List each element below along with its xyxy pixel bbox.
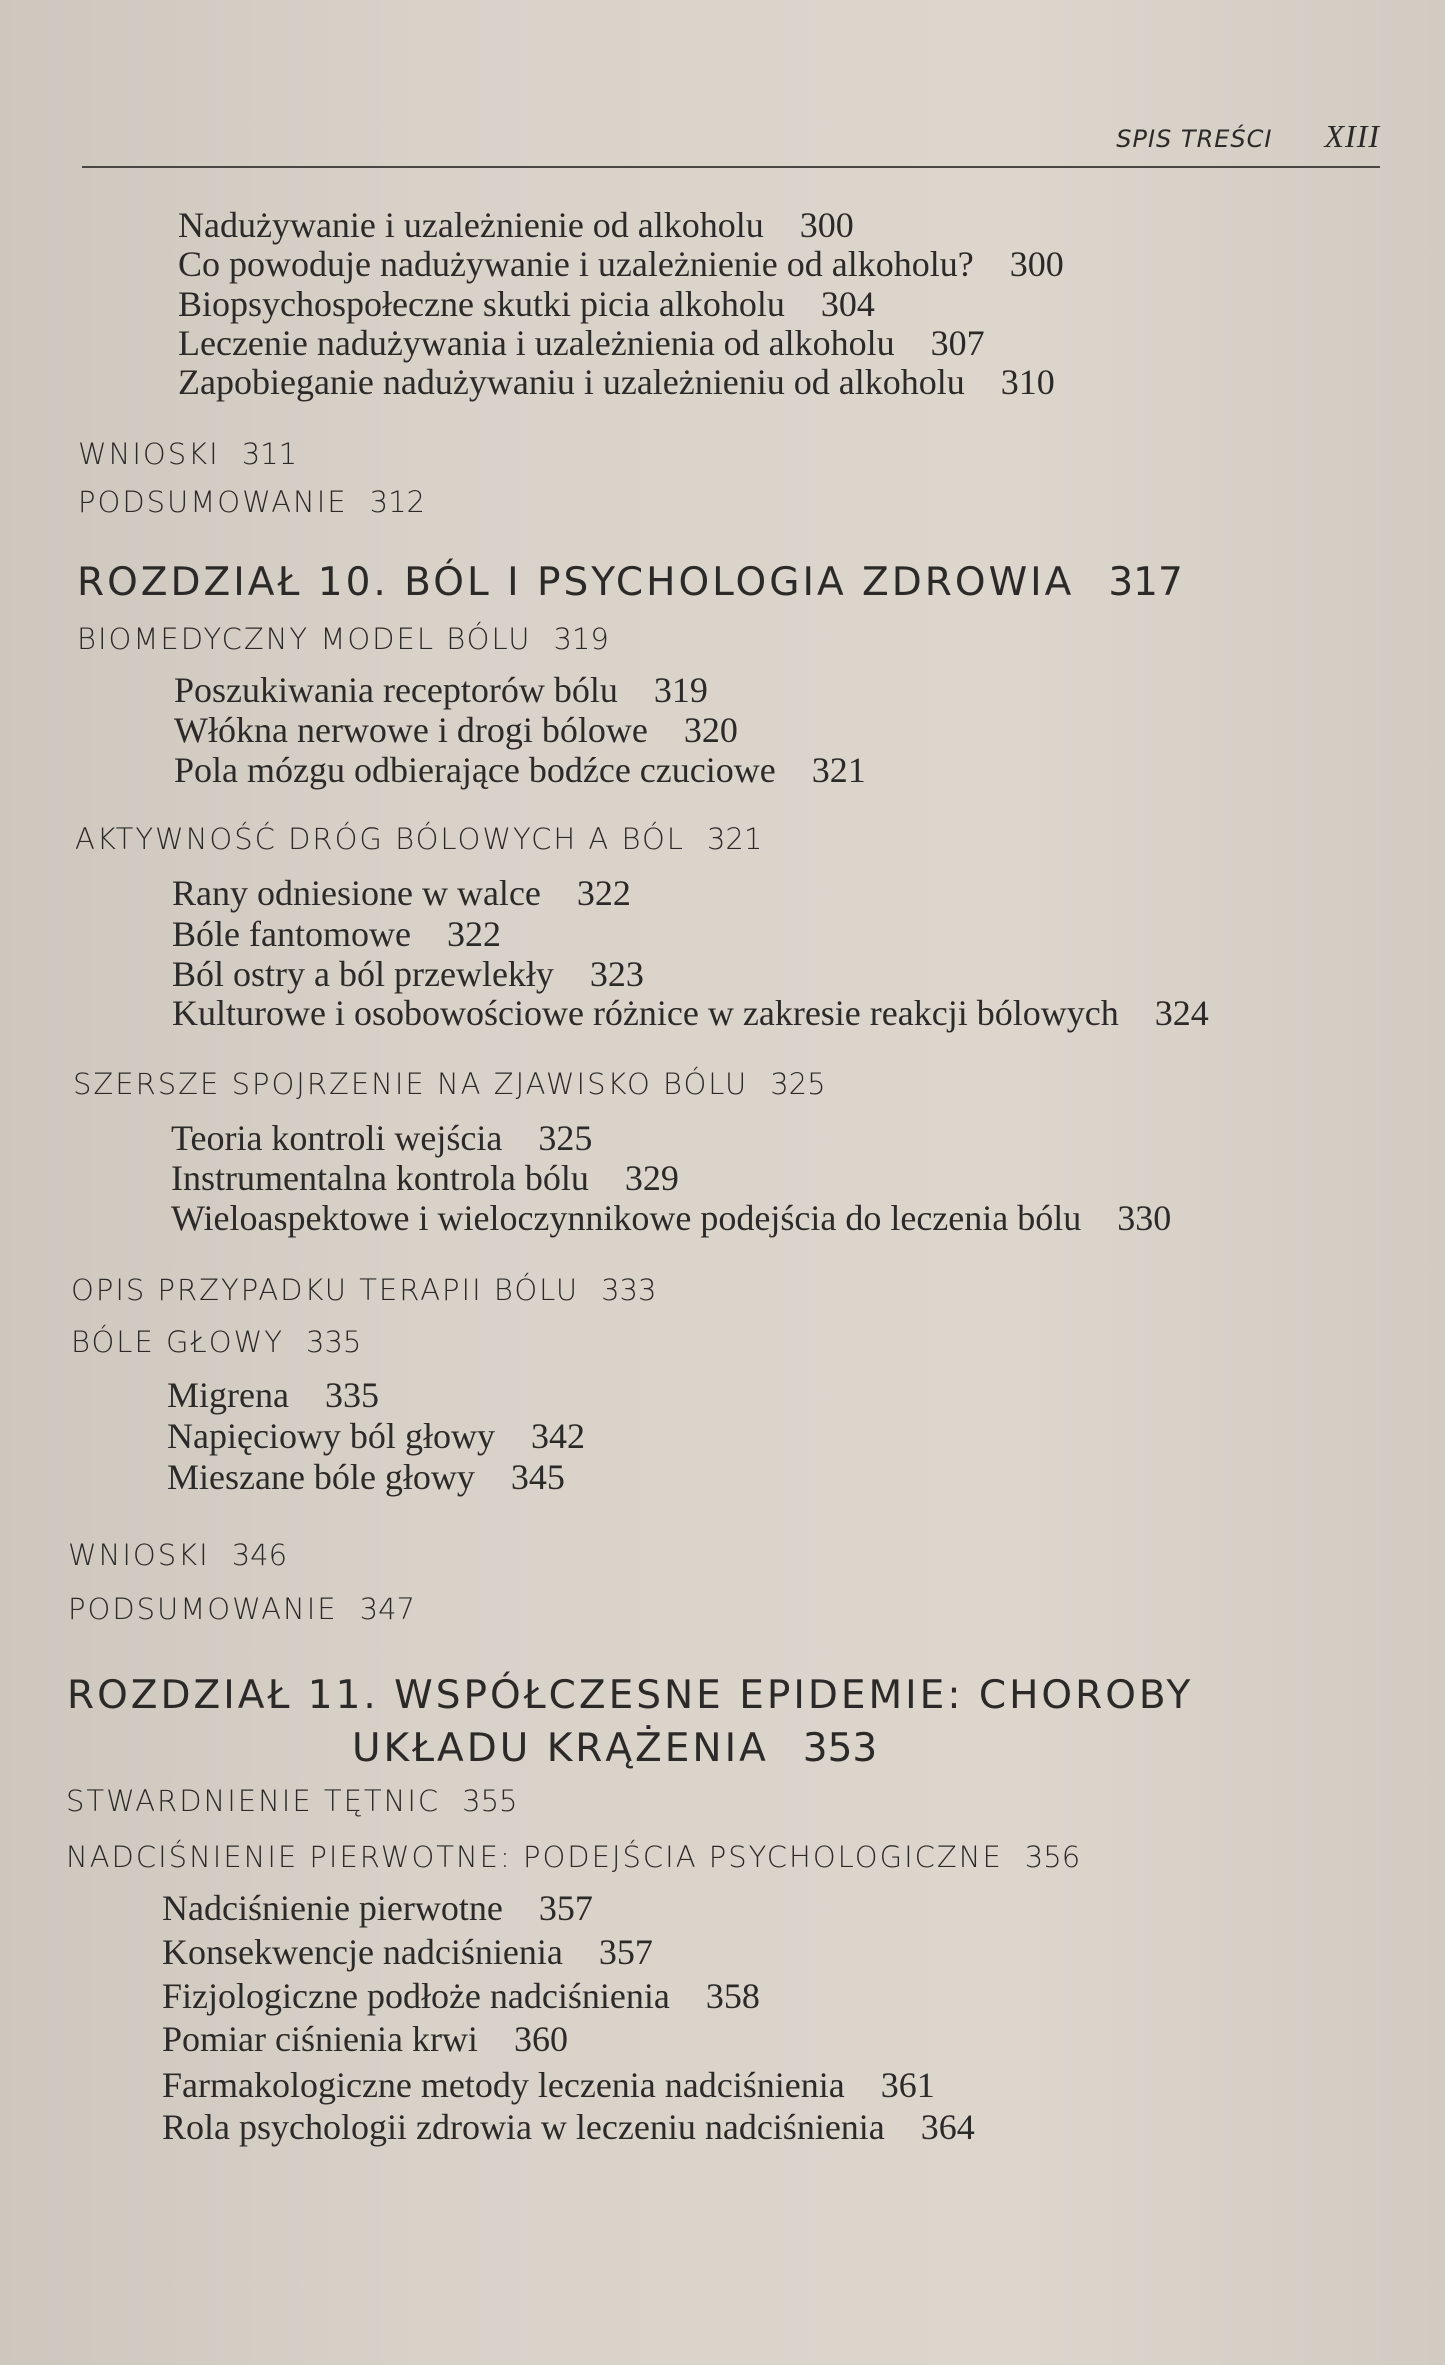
toc-entry: [178, 361, 1055, 403]
toc-entry: [171, 1117, 592, 1159]
toc-entry-title: Teoria kontroli wejścia: [171, 1118, 503, 1158]
toc-entry: [162, 1931, 653, 1973]
toc-chapter: [67, 1673, 1193, 1718]
toc-section-page: 311: [241, 437, 298, 471]
toc-entry-page: 310: [1000, 362, 1055, 402]
toc-entry: [171, 1197, 1171, 1239]
toc-entry: [162, 2106, 975, 2148]
toc-entry-page: 358: [705, 1976, 760, 2016]
toc-entry-title: Nadciśnienie pierwotne: [162, 1888, 503, 1928]
toc-entry-title: Biopsychospołeczne skutki picia alkoholu: [178, 284, 785, 324]
toc-section-title: WNIOSKI: [68, 1538, 210, 1572]
toc-section-page: 355: [462, 1784, 518, 1818]
toc-entry-title: Bóle fantomowe: [172, 914, 411, 954]
toc-entry: [172, 992, 1209, 1034]
toc-section-page: 335: [306, 1325, 362, 1359]
toc-section: [75, 822, 762, 856]
toc-section-page: 321: [706, 822, 763, 856]
toc-section-page: 346: [231, 1538, 288, 1572]
toc-entry-title: Migrena: [167, 1375, 289, 1415]
toc-entry-page: 345: [510, 1457, 565, 1497]
toc-entry-title: Rany odniesione w walce: [172, 873, 541, 913]
toc-section-title: AKTYWNOŚĆ DRÓG BÓLOWYCH A BÓL: [75, 822, 685, 856]
toc-entry-title: Wieloaspektowe i wieloczynnikowe podejścia do leczenia bólu: [171, 1198, 1082, 1238]
toc-section-title: STWARDNIENIE TĘTNIC: [66, 1784, 441, 1818]
toc-entry-page: 322: [576, 873, 631, 913]
toc-entry-page: 357: [598, 1932, 653, 1972]
toc-entry-title: Rola psychologii zdrowia w leczeniu nadciśnienia: [162, 2107, 885, 2147]
toc-entry-title: Instrumentalna kontrola bólu: [171, 1158, 589, 1198]
toc-entry: [172, 913, 501, 955]
toc-section-title: PODSUMOWANIE: [78, 485, 348, 519]
toc-chapter-title: ROZDZIAŁ 11. WSPÓŁCZESNE EPIDEMIE: CHOROBY: [67, 1673, 1194, 1718]
header-rule: [82, 166, 1380, 168]
toc-chapter-page: 353: [802, 1726, 878, 1771]
toc-entry-title: Farmakologiczne metody leczenia nadciśnienia: [162, 2065, 845, 2105]
toc-entry-title: Poszukiwania receptorów bólu: [174, 670, 618, 710]
toc-entry-page: 320: [683, 710, 738, 750]
toc-entry: [171, 1157, 679, 1199]
running-head: [1116, 118, 1380, 155]
toc-entry-page: 307: [930, 323, 985, 363]
toc-section: [66, 1784, 518, 1818]
toc-entry-page: 360: [513, 2019, 568, 2059]
toc-section: [68, 1592, 415, 1626]
toc-section: [71, 1325, 361, 1359]
toc-entry-title: Leczenie nadużywania i uzależnienia od alkoholu: [178, 323, 895, 363]
toc-entry-page: 364: [920, 2107, 975, 2147]
toc-section-page: 325: [770, 1067, 826, 1101]
toc-entry-page: 342: [530, 1416, 585, 1456]
toc-section-title: WNIOSKI: [78, 437, 220, 471]
toc-entry: [167, 1374, 379, 1416]
toc-entry: [174, 749, 866, 791]
toc-entry: [174, 669, 708, 711]
toc-entry-title: Zapobieganie nadużywaniu i uzależnieniu od alkoholu: [178, 362, 965, 402]
toc-section-page: 356: [1024, 1840, 1081, 1874]
running-head-title: SPIS TREŚCI: [1116, 125, 1273, 153]
toc-section: [78, 485, 425, 519]
toc-entry-title: Pomiar ciśnienia krwi: [162, 2019, 478, 2059]
toc-section: [73, 1067, 826, 1101]
toc-section-title: SZERSZE SPOJRZENIE NA ZJAWISKO BÓLU: [73, 1067, 749, 1101]
toc-entry-page: 329: [624, 1158, 679, 1198]
toc-entry: [167, 1415, 585, 1457]
toc-entry-page: 324: [1154, 993, 1209, 1033]
toc-entry: [178, 283, 875, 325]
toc-entry-title: Konsekwencje nadciśnienia: [162, 1932, 563, 1972]
toc-section-title: BIOMEDYCZNY MODEL BÓLU: [77, 622, 532, 656]
toc-section-title: BÓLE GŁOWY: [71, 1325, 284, 1359]
toc-section-title: PODSUMOWANIE: [68, 1592, 338, 1626]
toc-entry-page: 330: [1117, 1198, 1172, 1238]
toc-entry: [162, 1975, 760, 2017]
toc-section-title: NADCIŚNIENIE PIERWOTNE: PODEJŚCIA PSYCHOLOGICZNE: [66, 1840, 1003, 1874]
toc-entry: [178, 204, 854, 246]
toc-entry: [172, 953, 644, 995]
toc-entry-title: Włókna nerwowe i drogi bólowe: [174, 710, 648, 750]
toc-section: [66, 1840, 1080, 1874]
toc-entry-title: Kulturowe i osobowościowe różnice w zakresie reakcji bólowych: [172, 993, 1119, 1033]
toc-entry-page: 335: [324, 1375, 379, 1415]
toc-entry: [167, 1456, 565, 1498]
toc-entry-title: Co powoduje nadużywanie i uzależnienie od alkoholu?: [178, 244, 974, 284]
toc-entry-page: 322: [446, 914, 501, 954]
page-number: XIII: [1324, 118, 1380, 154]
toc-chapter: [77, 560, 1183, 605]
toc-entry-title: Ból ostry a ból przewlekły: [172, 954, 554, 994]
toc-entry-title: Napięciowy ból głowy: [167, 1416, 495, 1456]
toc-entry: [162, 2018, 568, 2060]
toc-entry: [162, 2064, 935, 2106]
toc-entry-page: 300: [799, 205, 854, 245]
toc-entry-page: 357: [538, 1888, 593, 1928]
toc-entry: [178, 243, 1064, 285]
toc-entry-page: 321: [811, 750, 866, 790]
toc-section: [68, 1538, 287, 1572]
toc-section: [78, 437, 297, 471]
toc-entry: [174, 709, 738, 751]
toc-section: [77, 622, 609, 656]
toc-entry-page: 300: [1009, 244, 1064, 284]
toc-chapter-continued: [352, 1726, 877, 1771]
toc-entry-title: Nadużywanie i uzależnienie od alkoholu: [178, 205, 764, 245]
toc-entry-title: Pola mózgu odbierające bodźce czuciowe: [174, 750, 776, 790]
toc-entry-page: 304: [820, 284, 875, 324]
toc-section: [71, 1273, 656, 1307]
toc-section-page: 312: [369, 485, 425, 519]
toc-entry-page: 361: [880, 2065, 935, 2105]
toc-section-page: 333: [601, 1273, 657, 1307]
toc-chapter-page: 317: [1108, 560, 1183, 605]
toc-chapter-title: UKŁADU KRĄŻENIA: [352, 1726, 769, 1771]
toc-entry: [178, 322, 985, 364]
toc-section-title: OPIS PRZYPADKU TERAPII BÓLU: [71, 1273, 580, 1307]
toc-section-page: 319: [553, 622, 609, 656]
toc-chapter-title: ROZDZIAŁ 10. BÓL I PSYCHOLOGIA ZDROWIA: [77, 560, 1075, 605]
toc-entry: [162, 1887, 593, 1929]
toc-entry-page: 323: [589, 954, 644, 994]
toc-section-page: 347: [359, 1592, 415, 1626]
toc-entry-page: 319: [653, 670, 708, 710]
toc-entry: [172, 872, 631, 914]
toc-entry-title: Fizjologiczne podłoże nadciśnienia: [162, 1976, 670, 2016]
toc-entry-title: Mieszane bóle głowy: [167, 1457, 475, 1497]
toc-entry-page: 325: [538, 1118, 593, 1158]
